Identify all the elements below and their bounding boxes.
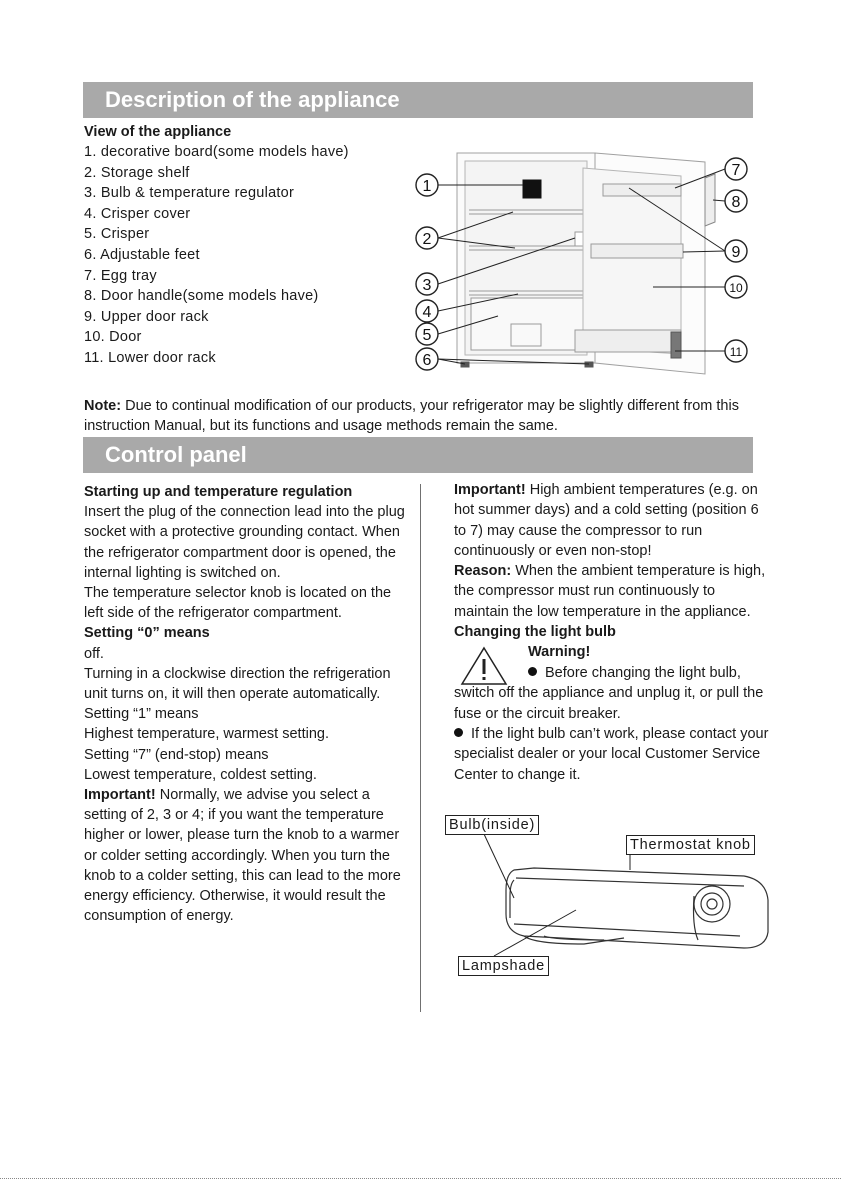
- lampshade-label: Lampshade: [458, 956, 549, 976]
- lamp-thermostat-figure: [444, 814, 774, 982]
- list-item: 11. Lower door rack: [84, 349, 216, 366]
- callout-9: 9: [731, 244, 741, 261]
- bullet-icon: [454, 728, 463, 737]
- list-item: 2. Storage shelf: [84, 164, 190, 181]
- warning-triangle-icon: [460, 646, 508, 686]
- list-item: 6. Adjustable feet: [84, 246, 200, 263]
- warning-line-3-wrap: [454, 724, 772, 785]
- setting-1-text: Highest temperature, warmest setting.: [84, 726, 329, 743]
- paragraph-important-right: [454, 480, 772, 561]
- callout-7: 7: [731, 162, 741, 179]
- warning-line-1-wrap: [528, 663, 741, 683]
- note-text: Due to continual modification of our products, your refrigerator may be slightly different from this instruction Manual, but its functions and usage methods remain the same.: [84, 398, 739, 434]
- list-item: 10. Door: [84, 329, 142, 346]
- reason-text: When the ambient temperature is high, the compressor must run continuously to maintain the low temperature in the appliance.: [454, 563, 766, 620]
- setting-0-text: off.: [84, 645, 104, 662]
- important-label: Important!: [84, 787, 156, 804]
- warning-line-3: If the light bulb can’t work, please contact your specialist dealer or your local Customer Service Center to change it.: [454, 725, 769, 783]
- important-label: Important!: [454, 482, 526, 498]
- parts-list: [84, 142, 404, 369]
- heading-changing-bulb: Changing the light bulb: [454, 624, 616, 641]
- page-bottom-border: [0, 1178, 841, 1179]
- heading-starting-up: Starting up and temperature regulation: [84, 484, 353, 500]
- view-of-appliance: [84, 124, 404, 369]
- list-item: 9. Upper door rack: [84, 308, 209, 325]
- callout-10: 10: [729, 281, 743, 295]
- thermostat-knob-label: Thermostat knob: [626, 835, 755, 855]
- section-title-control-panel: Control panel: [83, 437, 753, 473]
- setting-7-title: Setting “7” (end-stop) means: [84, 746, 269, 763]
- callout-6: 6: [422, 352, 432, 369]
- list-item: 5. Crisper: [84, 226, 150, 243]
- fridge-illustration: [413, 148, 773, 388]
- column-divider: [420, 484, 421, 1012]
- important-text: High ambient temperatures (e.g. on hot summer days) and a cold setting (position 6 to 7) may cause the compressor to run continuously or even non-stop!: [454, 482, 759, 559]
- callout-5: 5: [422, 327, 432, 344]
- callout-11: 11: [729, 345, 743, 359]
- bulb-label: Bulb(inside): [445, 815, 539, 835]
- note: [84, 397, 774, 436]
- warning-line-2: switch off the appliance and unplug it, or pull the fuse or the circuit breaker.: [454, 685, 764, 722]
- paragraph-reason: [454, 561, 772, 622]
- note-label: Note:: [84, 398, 122, 414]
- paragraph-important-left: [84, 785, 406, 926]
- callout-4: 4: [422, 304, 432, 321]
- warning-line-1: Before changing the light bulb,: [545, 665, 741, 682]
- view-title: View of the appliance: [84, 124, 232, 140]
- list-item: 4. Crisper cover: [84, 205, 191, 222]
- paragraph-plug: Insert the plug of the connection lead into the plug socket with a protective grounding contact. When the refrigerator compartment door is opened, the internal lighting is switched on.: [84, 504, 405, 581]
- section-title-description: Description of the appliance: [83, 82, 753, 118]
- setting-7-text: Lowest temperature, coldest setting.: [84, 766, 317, 783]
- setting-1-title: Setting “1” means: [84, 706, 199, 723]
- list-item: 8. Door handle(some models have): [84, 288, 319, 305]
- list-item: 3. Bulb & temperature regulator: [84, 185, 295, 202]
- warning-title: Warning!: [528, 644, 591, 661]
- callout-2: 2: [422, 231, 432, 248]
- warning-row: [454, 642, 772, 702]
- reason-label: Reason:: [454, 563, 512, 580]
- callout-8: 8: [731, 194, 741, 211]
- callout-3: 3: [422, 277, 432, 294]
- list-item: 1. decorative board(some models have): [84, 144, 349, 160]
- list-item: 7. Egg tray: [84, 267, 157, 284]
- right-column: [454, 480, 772, 785]
- bullet-icon: [528, 667, 537, 676]
- important-text: Normally, we advise you select a setting of 2, 3 or 4; if you want the temperature higher or lower, please turn the knob to a warmer or colder setting accordingly. When you turn the knob to a colder setting, this can lead to the more energy efficiency. Otherwise, it would result the consumption of energy.: [84, 787, 401, 925]
- setting-0-title: Setting “0” means: [84, 625, 210, 642]
- paragraph-clockwise: Turning in a clockwise direction the refrigeration unit turns on, it will then operate automatically.: [84, 665, 391, 703]
- callout-1: 1: [422, 178, 432, 195]
- left-column: [84, 482, 406, 926]
- paragraph-knob-location: The temperature selector knob is located on the left side of the refrigerator compartment.: [84, 585, 392, 622]
